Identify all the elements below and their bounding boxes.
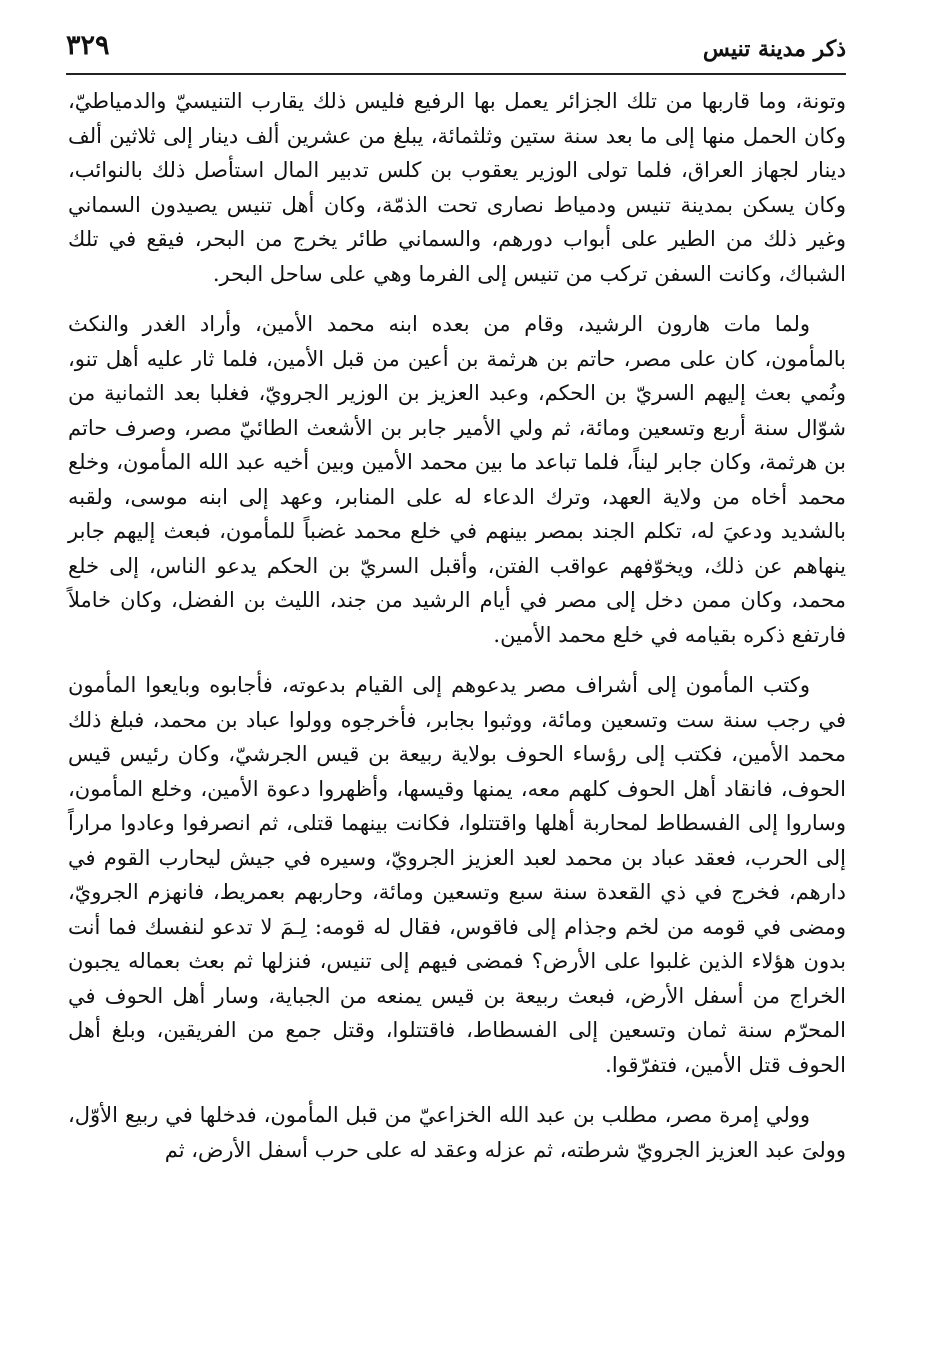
paragraph-2: ولما مات هارون الرشيد، وقام من بعده ابنه محمد الأمين، وأراد الغدر والنكث بالمأمون، كان على مصر، حاتم بن هرثمة بن أعين من قبل الأمين، فلما ثار عليه أهل تنو، ونُمي بعث إليهم السريّ بن الحكم، وعبد العزيز بن الوزير الجرويّ، فغلبا بعد الثمانية من شوّال سنة أربع وتسعين ومائة، ثم ولي الأمير جابر بن الأشعث الطائيّ مصر، وصرف حاتم بن هرثمة، وكان جابر ليناً، فلما تباعد ما بين محمد الأمين وبين أخيه عبد الله المأمون، وخلع محمد أخاه من ولاية العهد، وترك الدعاء له على المنابر، وعهد إلى ابنه موسى، ولقبه بالشديد ودعيَ له، تكلم الجند بمصر بينهم في خلع محمد غضباً للمأمون، فبعث إليهم جابر ينهاهم عن ذلك، ويخوّفهم عواقب الفتن، وأقبل السريّ بن الحكم يدعو الناس، إلى خلع محمد، وكان ممن دخل إلى مصر في أيام الرشيد من جند، الليث بن الفضل، وكان خاملاً فارتفع ذكره بقيامه في خلع محمد الأمين.	[68, 312, 846, 647]
paragraph-3: وكتب المأمون إلى أشراف مصر يدعوهم إلى القيام بدعوته، فأجابوه وبايعوا المأمون في رجب سنة ست وتسعين ومائة، ووثبوا بجابر، فأخرجوه وولوا عباد بن محمد، فبلغ ذلك محمد الأمين، فكتب إلى رؤساء الحوف بولاية ربيعة بن قيس الجرشيّ، وكان رئيس قيس الحوف، فانقاد أهل الحوف كلهم معه، يمنها وقيسها، وأظهروا دعوة الأمين، وخلع المأمون، وساروا إلى الفسطاط لمحاربة أهلها واقتتلوا، فكانت بينهما قتلى، ثم انصرفوا وعادوا مراراً إلى الحرب، فعقد عباد بن محمد لعبد العزيز الجرويّ، وسيره في جيش ليحارب القوم في دارهم، فخرج في ذي القعدة سنة سبع وتسعين ومائة، وحاربهم بعمريط، فانهزم الجرويّ، ومضى في قومه من لخم وجذام إلى فاقوس، فقال له قومه: لِـمَ لا تدعو لنفسك فما أنت بدون هؤلاء الذين غلبوا على الأرض؟ فمضى فيهم إلى تنيس، فنزلها ثم بعث بعماله يجبون الخراج من أسفل الأرض، فبعث ربيعة بن قيس يمنعه من الجباية، وسار أهل الحوف في المحرّم سنة ثمان وتسعين إلى الفسطاط، فاقتتلوا، وقتل جمع من الفريقين، وبلغ أهل الحوف قتل الأمين، فتفرّقوا.	[68, 673, 846, 1077]
header-divider	[66, 73, 846, 75]
paragraph-4: وولي إمرة مصر، مطلب بن عبد الله الخزاعيّ من قبل المأمون، فدخلها في ربيع الأوّل، وولىَ عبد العزيز الجرويّ شرطته، ثم عزله وعقد له على حرب أسفل الأرض، ثم	[68, 1103, 846, 1162]
chapter-title: ذكر مدينة تنيس	[702, 36, 846, 62]
body-text	[68, 84, 846, 1167]
running-head	[66, 30, 846, 72]
paragraph-1: وتونة، وما قاربها من تلك الجزائر يعمل بها الرفيع فليس ذلك يقارب التنيسيّ والدمياطيّ، وكان الحمل منها إلى ما بعد سنة ستين وثلثمائة، يبلغ من عشرين ألف دينار إلى ثلاثين ألف دينار لجهاز العراق، فلما تولى الوزير يعقوب بن كلس تدبير المال استأصل ذلك بالنوائب، وكان يسكن بمدينة تنيس ودمياط نصارى تحت الذمّة، وكان أهل تنيس يصيدون السماني وغير ذلك من الطير على أبواب دورهم، والسماني طائر يخرج من البحر، فيقع في تلك الشباك، وكانت السفن تركب من تنيس إلى الفرما وهي على ساحل البحر.	[68, 89, 846, 286]
page-number: ٣٢٩	[66, 30, 110, 61]
